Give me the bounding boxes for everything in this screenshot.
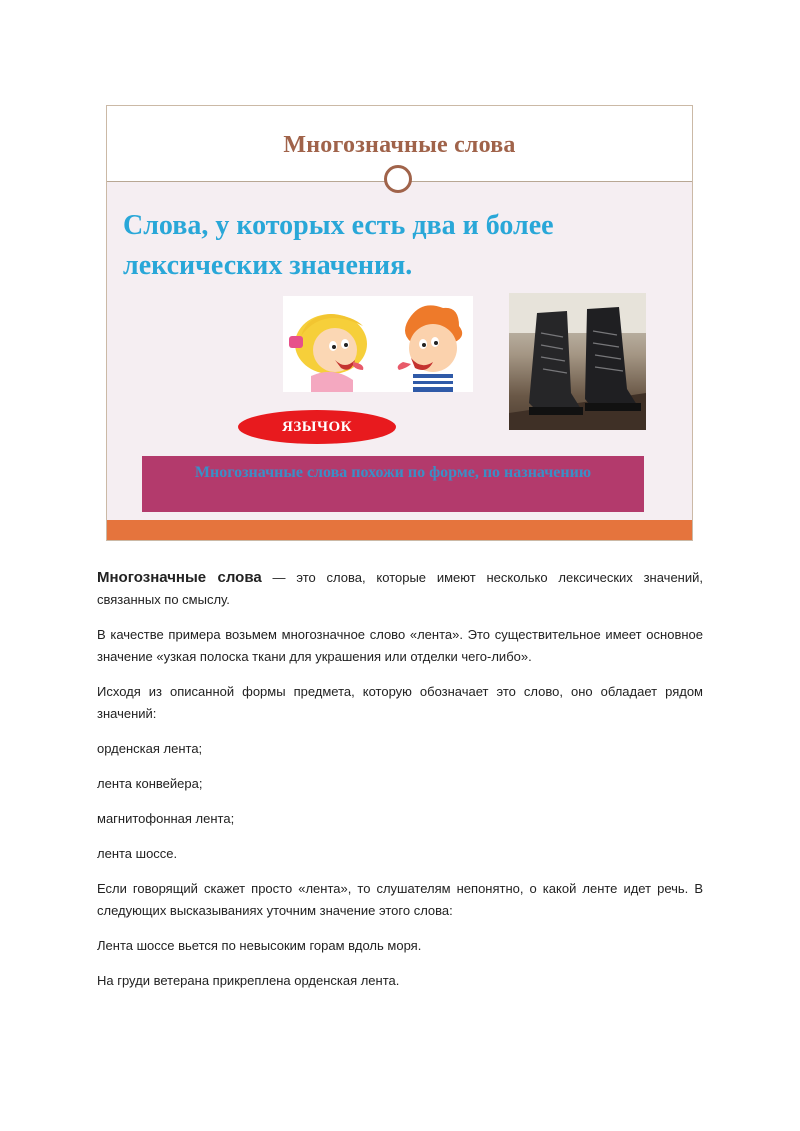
slide-image — [106, 105, 693, 541]
divider-circle — [384, 165, 412, 193]
kids-drawing — [283, 296, 473, 392]
list-item: лента конвейера; — [97, 776, 203, 791]
example-sentence: На груди ветерана прикреплена орденская лента. — [97, 973, 400, 988]
boots-photo — [509, 293, 646, 430]
boots-drawing — [509, 293, 646, 430]
lead-text: — это слова, которые имеют несколько лексических значений, связанных по смыслу. — [97, 570, 704, 607]
article-body — [97, 567, 703, 1005]
lead-term: Многозначные слова — [97, 569, 262, 586]
slide-footer-bar — [107, 520, 692, 540]
paragraph-clarify: Если говорящий скажет просто «лента», то слушателям непонятно, о какой ленте идет речь. В следующих высказываниях уточним значение этого слова: — [97, 881, 703, 918]
slide-definition: Слова, у которых есть два и более лексических значения. — [123, 210, 554, 281]
kids-illustration — [283, 296, 473, 392]
similarity-band: Многозначные слова похожи по форме, по назначению — [142, 456, 644, 512]
list-item: магнитофонная лента; — [97, 811, 235, 826]
paragraph-meanings-intro: Исходя из описанной формы предмета, которую обозначает это слово, оно обладает рядом значений: — [97, 684, 703, 721]
example-sentence: Лента шоссе вьется по невысоким горам вдоль моря. — [97, 938, 422, 953]
paragraph-definition — [97, 567, 703, 611]
list-item: орденская лента; — [97, 741, 203, 756]
paragraph-example: В качестве примера возьмем многозначное слово «лента». Это существительное имеет основное значение «узкая полоска ткани для украшения или отделки чего-либо». — [97, 627, 703, 664]
tongue-badge: ЯЗЫЧОК — [238, 410, 396, 444]
slide-title: Многозначные слова — [283, 132, 516, 158]
list-item: лента шоссе. — [97, 846, 178, 861]
